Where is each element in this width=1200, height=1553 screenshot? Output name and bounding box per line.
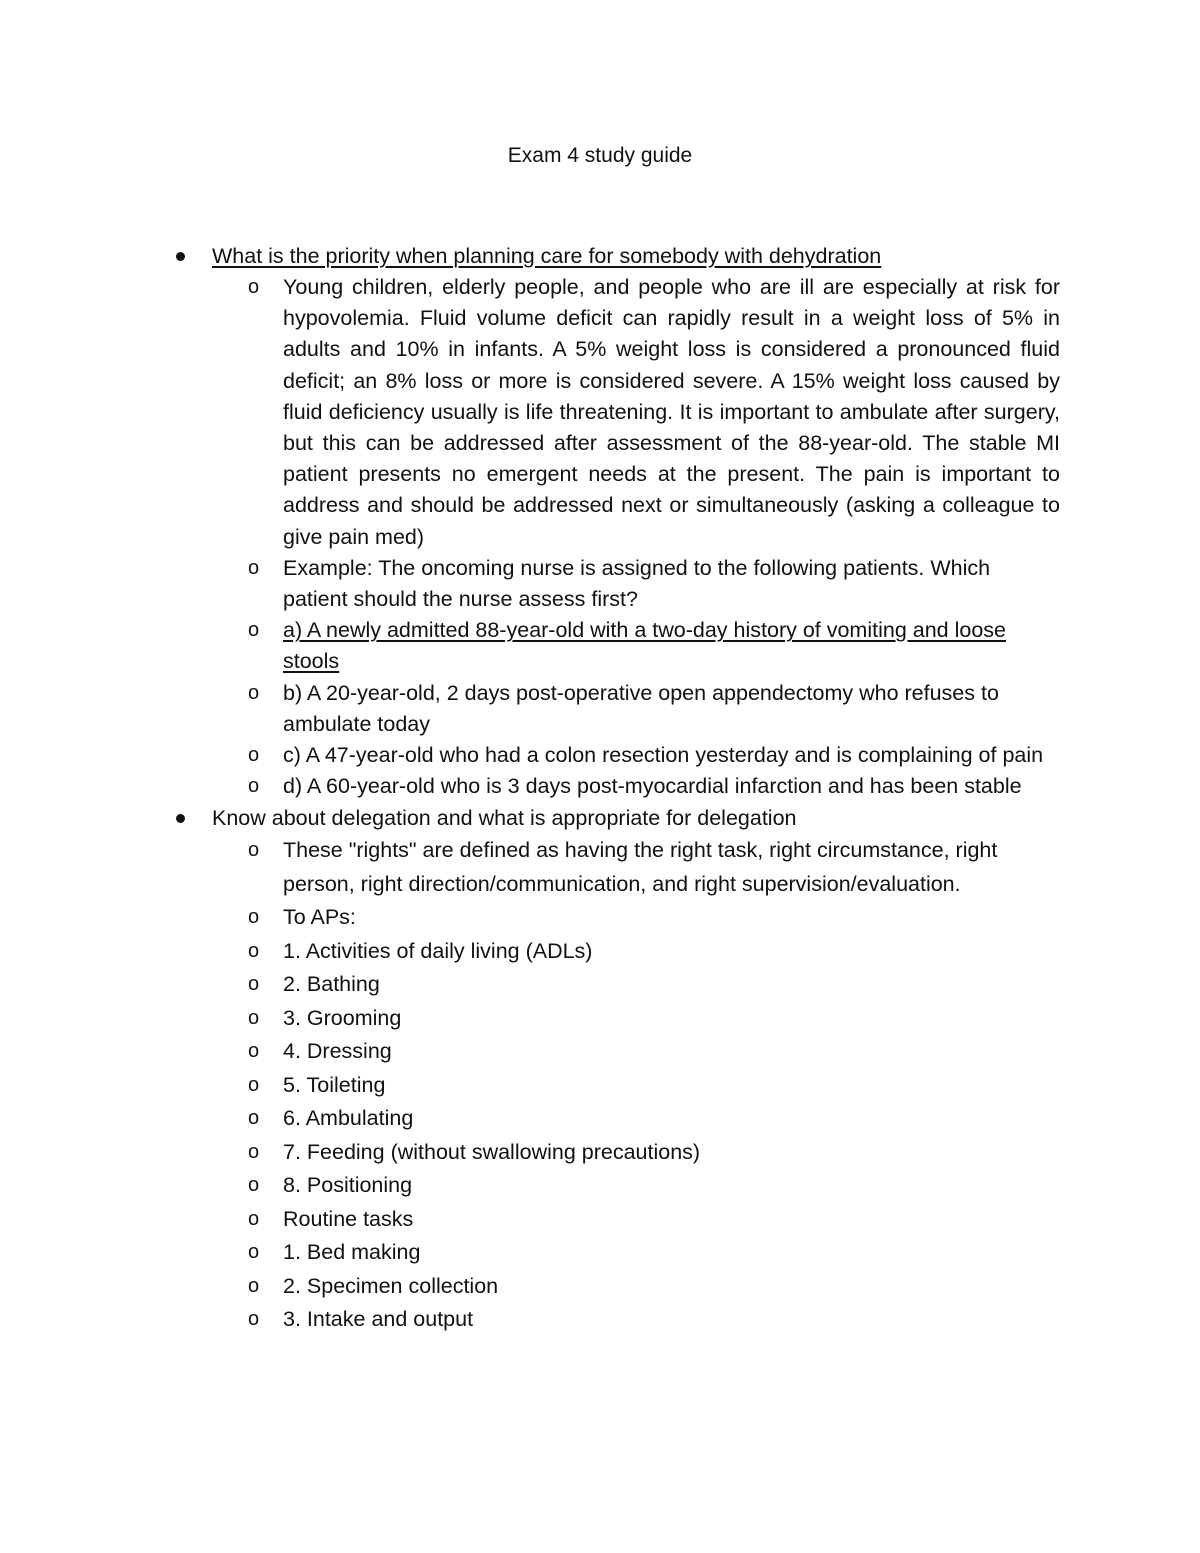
list-item-text: 3. Grooming (283, 1005, 402, 1030)
circle-bullet-icon: o (248, 906, 260, 929)
circle-bullet-icon: o (248, 1140, 260, 1163)
circle-bullet-icon: o (248, 1274, 260, 1297)
list-item-text: 5. Toileting (283, 1072, 386, 1097)
list-item-example-question (172, 553, 1060, 615)
circle-bullet-icon: o (248, 556, 260, 579)
list-item-text: To APs: (283, 905, 356, 930)
list-item-answer-c (172, 740, 1060, 771)
list-item-text: c) A 47-year-old who had a colon resection yesterday and is complaining of pain (283, 743, 1044, 768)
list-item-text: Routine tasks (283, 1206, 414, 1231)
list-item (172, 968, 1060, 1002)
circle-bullet-icon: o (248, 973, 260, 996)
bullet-delegation (172, 802, 1060, 834)
list-item (172, 901, 1060, 935)
list-item-text: 6. Ambulating (283, 1106, 414, 1131)
list-item-text: 2. Specimen collection (283, 1273, 499, 1298)
list-item (172, 935, 1060, 969)
list-item (172, 1035, 1060, 1069)
list-item-text: 1. Activities of daily living (ADLs) (283, 938, 593, 963)
bullet-dot-icon (176, 814, 185, 823)
list-item (172, 1002, 1060, 1036)
section-heading: What is the priority when planning care for somebody with dehydration (212, 244, 882, 268)
circle-bullet-icon: o (248, 1241, 260, 1264)
circle-bullet-icon: o (248, 619, 260, 642)
list-item (172, 1236, 1060, 1270)
section-heading: Know about delegation and what is appropriate for delegation (212, 806, 797, 831)
sub-list-dehydration (172, 272, 1060, 802)
list-item-answer-d (172, 771, 1060, 802)
list-item-text: These "rights" are defined as having the right task, right circumstance, right person, right direction/communication, and right supervision/evaluation. (283, 838, 998, 896)
bullet-dehydration-priority (172, 240, 1060, 272)
circle-bullet-icon: o (248, 775, 260, 798)
list-item-rights (172, 834, 1060, 901)
circle-bullet-icon: o (248, 1006, 260, 1029)
circle-bullet-icon: o (248, 1308, 260, 1331)
list-item (172, 1203, 1060, 1237)
sub-list-delegation (172, 834, 1060, 1337)
circle-bullet-icon: o (248, 1174, 260, 1197)
list-item-text: Young children, elderly people, and people who are ill are especially at risk for hypovolemia. Fluid volume deficit can rapidly result in a weight loss of 5% in adults and 10% in infants. A 5% weight loss is considered a pronounced fluid deficit; an 8% loss or more is considered severe. A 15% weight loss caused by fluid deficiency usually is life threatening. It is important to ambulate after surgery, but this can be addressed after assessment of the 88-year-old. The stable MI patient presents no emergent needs at the present. The pain is important to address and should be addressed next or simultaneously (asking a colleague to give pain med) (283, 275, 1060, 549)
list-item-text: 7. Feeding (without swallowing precautions) (283, 1139, 701, 1164)
list-item (172, 1303, 1060, 1337)
circle-bullet-icon: o (248, 1073, 260, 1096)
circle-bullet-icon: o (248, 276, 260, 298)
circle-bullet-icon: o (248, 839, 260, 862)
correct-answer-text: a) A newly admitted 88-year-old with a two-day history of vomiting and loose stools (283, 618, 1007, 674)
list-item-text: 1. Bed making (283, 1240, 421, 1265)
list-item (172, 1169, 1060, 1203)
list-item-text: 2. Bathing (283, 972, 380, 997)
list-item-text: d) A 60-year-old who is 3 days post-myocardial infarction and has been stable (283, 774, 1022, 799)
list-item (172, 1102, 1060, 1136)
circle-bullet-icon: o (248, 744, 260, 767)
list-item-text: Example: The oncoming nurse is assigned to the following patients. Which patient should the nurse assess first? (283, 555, 991, 612)
bullet-dot-icon (176, 252, 185, 261)
list-item-text: 4. Dressing (283, 1039, 392, 1064)
list-item-answer-b (172, 678, 1060, 740)
circle-bullet-icon: o (248, 1207, 260, 1230)
list-item-text: b) A 20-year-old, 2 days post-operative open appendectomy who refuses to ambulate today (283, 680, 999, 736)
list-item (172, 1136, 1060, 1170)
document-content (172, 240, 1060, 1337)
list-item-text: 3. Intake and output (283, 1307, 474, 1332)
circle-bullet-icon: o (248, 1040, 260, 1063)
list-item-text: 8. Positioning (283, 1173, 413, 1198)
list-item (172, 1069, 1060, 1103)
list-item-hypovolemia-explanation (172, 272, 1060, 553)
list-item-answer-a (172, 615, 1060, 677)
page-title: Exam 4 study guide (507, 144, 693, 167)
circle-bullet-icon: o (248, 1107, 260, 1130)
circle-bullet-icon: o (248, 681, 260, 704)
list-item (172, 1270, 1060, 1304)
circle-bullet-icon: o (248, 939, 260, 962)
